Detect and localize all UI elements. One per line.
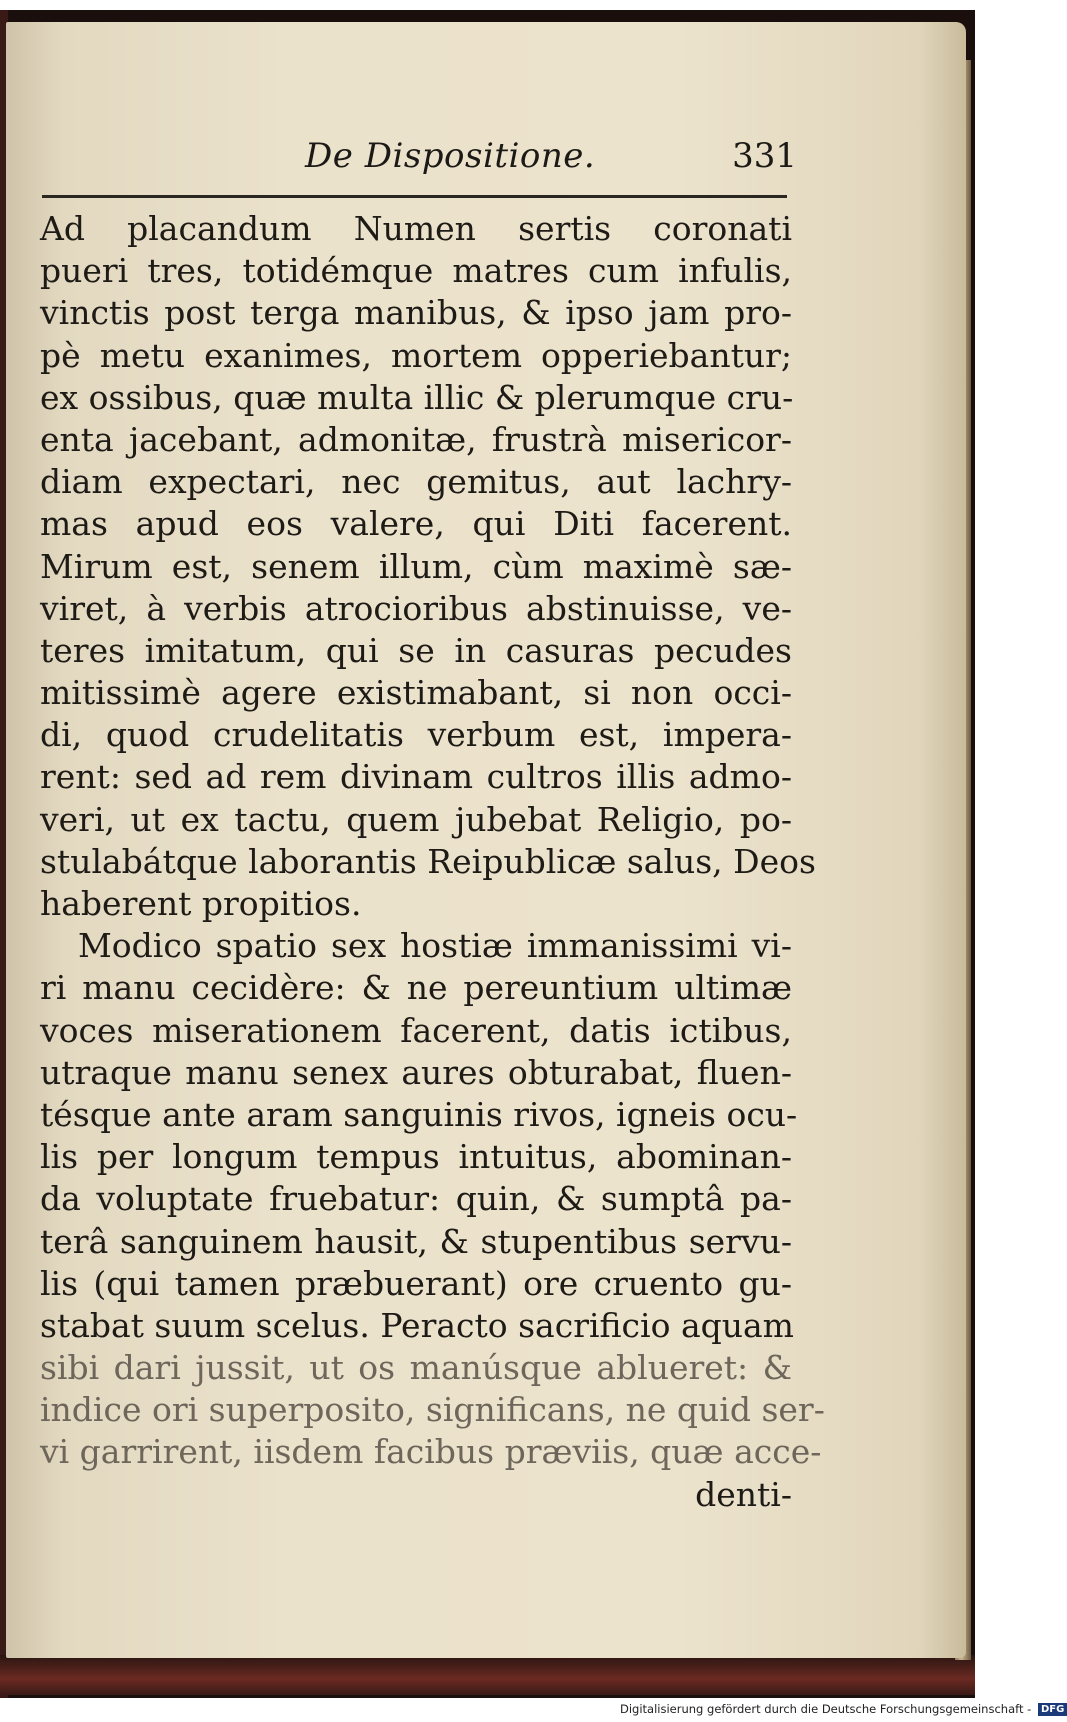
text-line: ex ossibus, quæ multa illic & plerumque cru- [40,377,794,417]
text-line: mitissimè agere existimabant, si non occi- [40,673,792,713]
text-line: veri, ut ex tactu, quem jubebat Religio, po- [40,799,792,839]
running-head-title: De Dispositione. [305,136,596,176]
text-line: da voluptate fruebatur: quin, & sumptâ pa- [40,1179,792,1219]
text-line: haberent propitios. [40,884,362,923]
text-line: vinctis post terga manibus, & ipso jam pro- [40,293,792,333]
text-line: stulabátque laborantis Reipublicæ salus, Deos [40,841,816,881]
text-line: mas apud eos valere, qui Diti facerent. [40,504,792,544]
book-page [6,22,966,1658]
paragraph-start-line: Modico spatio sex hostiæ immanissimi vi- [78,926,792,966]
text-line: terâ sanguinem hausit, & stupentibus servu- [40,1221,792,1261]
text-line: lis per longum tempus intuitus, abominan- [40,1137,792,1177]
text-line: lis (qui tamen præbuerant) ore cruento gu- [40,1263,792,1303]
digitization-credit [620,1702,1065,1720]
text-line: di, quod crudelitatis verbum est, impera- [40,715,792,755]
dfg-logo: DFG [1038,1703,1067,1716]
text-line: pueri tres, totidémque matres cum infulis, [40,251,792,291]
text-line: sibi dari jussit, ut os manúsque ablueret: & [40,1348,792,1388]
text-line: utraque manu senex aures obturabat, fluen- [40,1052,792,1092]
credit-text: Digitalisierung gefördert durch die Deutsche Forschungsgemeinschaft - [620,1702,1032,1716]
text-line: Ad placandum Numen sertis coronati [40,209,792,248]
text-line: Mirum est, senem illum, cùm maximè sæ- [40,546,792,586]
text-line: pè metu exanimes, mortem opperiebantur; [40,335,792,375]
header-rule [42,195,787,198]
running-head [42,132,797,182]
text-line: viret, à verbis atrocioribus abstinuisse, ve- [40,588,792,628]
page-number: 331 [732,136,797,176]
text-line: indice ori superposito, significans, ne quid ser- [40,1390,825,1430]
text-line: stabat suum scelus. Peracto sacrificio aquam [40,1305,794,1345]
text-line: vi garrirent, iisdem facibus præviis, quæ acce- [40,1432,822,1472]
text-line: teres imitatum, qui se in casuras pecudes [40,630,792,670]
text-line: ri manu cecidère: & ne pereuntium ultimæ [40,968,792,1008]
text-line: tésque ante aram sanguinis rivos, igneis ocu- [40,1094,798,1134]
text-line: diam expectari, nec gemitus, aut lachry- [40,462,792,502]
body-text [40,208,825,1516]
cover-bottom-edge [0,1655,975,1695]
text-line: voces miserationem facerent, datis ictibus, [40,1010,792,1050]
text-line: enta jacebant, admonitæ, frustrà misericor- [40,419,792,459]
catchword: denti- [695,1474,792,1514]
text-line: rent: sed ad rem divinam cultros illis admo- [40,757,792,797]
